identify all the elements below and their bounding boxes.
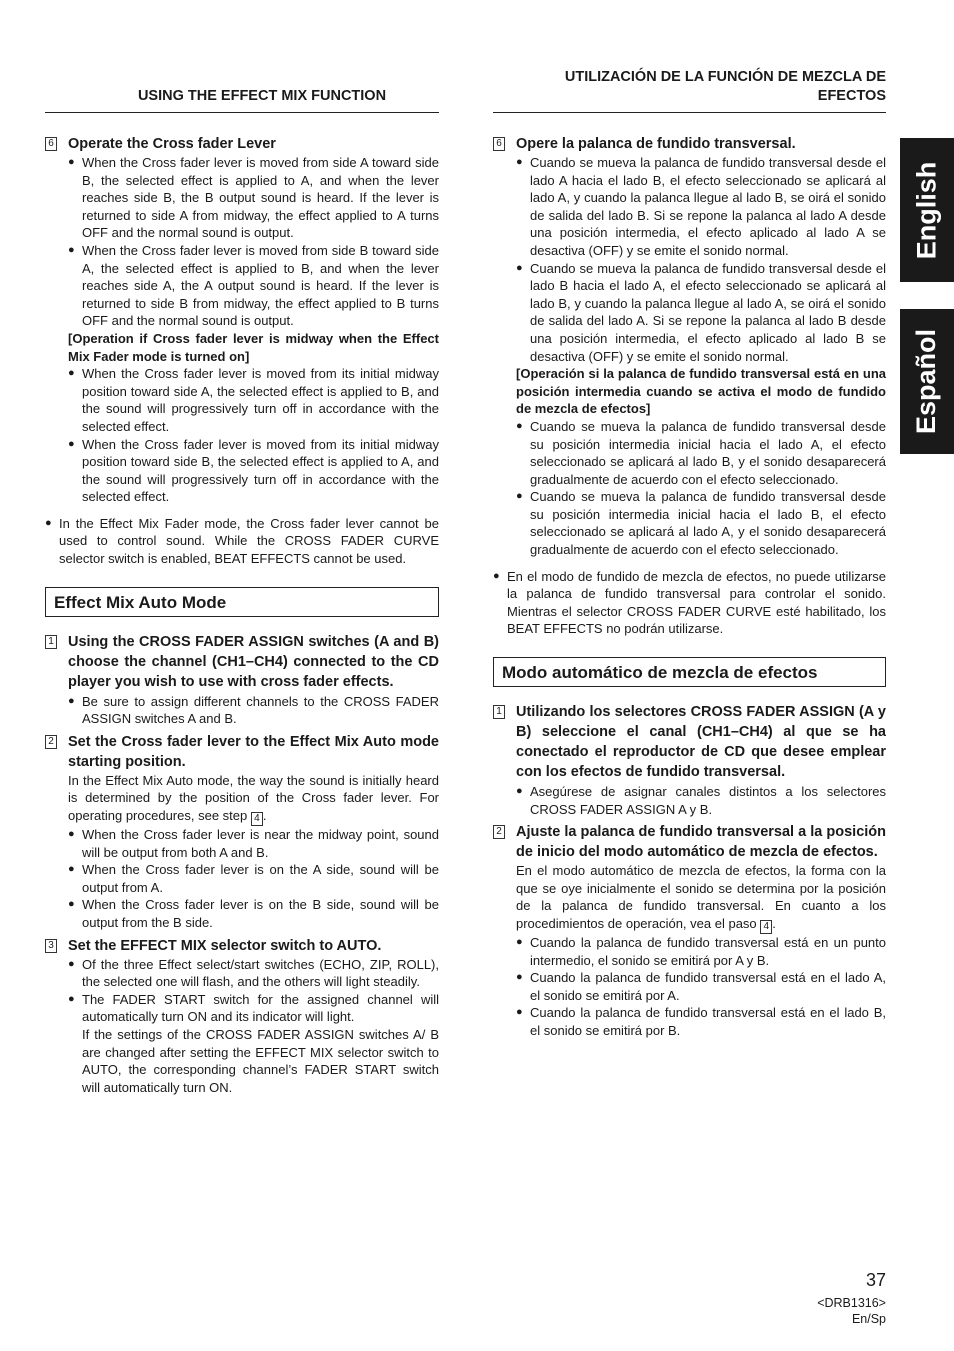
step-paragraph-end: . xyxy=(262,808,267,824)
bullet-item: ● Cuando se mueva la palanca de fundido transversal desde su posición intermedia inicial hacia el lado A, el efecto seleccionado se aplicará al lado B, y el sonido desaparecerá gradualmente de acuerdo con el efecto seleccionado. xyxy=(516,418,886,488)
operation-note: [Operation if Cross fader lever is midway when the Effect Mix Fader mode is turned on] xyxy=(68,330,439,364)
step-number: 3 xyxy=(45,939,57,953)
step-number: 1 xyxy=(493,705,505,719)
bullet-item: ● When the Cross fader lever is on the B side, sound will be output from the B side. xyxy=(68,896,439,931)
page-header: UTILIZACIÓN DE LA FUNCIÓN DE MEZCLA DE EFECTOS xyxy=(493,60,886,113)
step-title: Operate the Cross fader Lever xyxy=(68,136,276,152)
bullet-item: ● The FADER START switch for the assigned channel will automatically turn ON and its indicator will light. xyxy=(68,991,439,1026)
step-3 xyxy=(45,936,439,1097)
document-code-id: <DRB1316> xyxy=(817,1296,886,1310)
step-reference: 4 xyxy=(251,812,263,826)
bullet-item: ● Cuando la palanca de fundido transversal está en un punto intermedio, el sonido se emitirá por A y B. xyxy=(516,934,886,969)
bullet-item: ● Of the three Effect select/start switches (ECHO, ZIP, ROLL), the selected one will flash, and the others will light steadily. xyxy=(68,956,439,991)
bullet-item: ● Cuando se mueva la palanca de fundido transversal desde su posición intermedia inicial hacia el lado B, el efecto seleccionado se aplicará al lado A, y el sonido desaparecerá gradualmente de acuerdo con el efecto seleccionado. xyxy=(516,488,886,558)
step-paragraph xyxy=(516,862,886,934)
bullet-item: ● When the Cross fader lever is moved from side A toward side B, the selected effect is applied to A, and when the lever reaches side B, the B output sound is heard. If the lever is returned to side A from midway, the effect applied to A turns OFF and the normal sound is output. xyxy=(68,154,439,242)
english-body xyxy=(45,134,439,1096)
bullet-item: ● When the Cross fader lever is moved from its initial midway position toward side A, the selected effect is applied to B, and the sound will progressively turn off in accordance with the selected effect. xyxy=(68,365,439,435)
tab-label: Español xyxy=(911,328,942,435)
page-header: USING THE EFFECT MIX FUNCTION xyxy=(45,60,439,113)
operation-note: [Operación si la palanca de fundido transversal está en una posición intermedia cuando se activa el modo de fundido de mezcla de efectos] xyxy=(516,366,886,417)
language-tab-english xyxy=(900,138,954,282)
bullet-item: ● When the Cross fader lever is on the A side, sound will be output from A. xyxy=(68,861,439,896)
bullet-item: ● Asegúrese de asignar canales distintos a los selectores CROSS FADER ASSIGN A y B. xyxy=(516,783,886,818)
section-title: Effect Mix Auto Mode xyxy=(45,587,439,617)
page-number: 37 xyxy=(865,1270,886,1290)
step-paragraph: If the settings of the CROSS FADER ASSIGN switches A/ B are changed after setting the EFFECT MIX selector switch to AUTO, the corresponding channel’s FADER START switch will automatically turn ON. xyxy=(82,1026,439,1095)
bullet-item: ● When the Cross fader lever is near the midway point, sound will be output from both A and B. xyxy=(68,826,439,861)
step-2 xyxy=(493,822,886,1039)
language-tab-espanol xyxy=(900,309,954,454)
step-number: 6 xyxy=(493,137,505,151)
step-number: 2 xyxy=(45,735,57,749)
section-title: Modo automático de mezcla de efectos xyxy=(493,657,886,687)
bullet-item: ● Be sure to assign different channels to the CROSS FADER ASSIGN switches A and B. xyxy=(68,693,439,728)
document-language: En/Sp xyxy=(851,1312,886,1326)
step-1 xyxy=(45,632,439,728)
bullet-item: ● Cuando la palanca de fundido transversal está en el lado A, el sonido se emitirá por A. xyxy=(516,969,886,1004)
step-title: Set the Cross fader lever to the Effect Mix Auto mode starting position. xyxy=(68,733,439,770)
step-title: Ajuste la palanca de fundido transversal a la posición de inicio del modo automático de mezcla de efectos. xyxy=(516,824,886,861)
step-title: Opere la palanca de fundido transversal. xyxy=(516,136,796,152)
bullet-item: ● When the Cross fader lever is moved from side B toward side A, the selected effect is applied to B, and when the lever reaches side A, the A output sound is heard. If the lever is returned to side B from midway, the effect applied to B turns OFF and the normal sound is output. xyxy=(68,242,439,330)
general-note: ● In the Effect Mix Fader mode, the Cross fader lever cannot be used to control sound. While the CROSS FADER CURVE selector switch is enabled, BEAT EFFECTS cannot be used. xyxy=(45,515,439,568)
bullet-item: ● Cuando la palanca de fundido transversal está en el lado B, el sonido se emitirá por B. xyxy=(516,1004,886,1039)
step-paragraph-text: In the Effect Mix Auto mode, the way the sound is initially heard is determined by the position of the Cross fader lever. For operating procedures, see step xyxy=(68,772,439,824)
step-reference: 4 xyxy=(760,920,772,934)
step-number: 6 xyxy=(45,137,57,151)
step-6 xyxy=(493,134,886,559)
bullet-item: ● Cuando se mueva la palanca de fundido transversal desde el lado A hacia el lado B, el efecto seleccionado se aplicará al lado A, y cuando la palanca llegue al lado B, se oirá el sonido de salida del lado B. Si se repone la palanca al lado A desde una posición intermedia, el efecto aplicado al lado A se desactiva (OFF) y se emite el sonido normal. xyxy=(516,154,886,260)
general-note: ● En el modo de fundido de mezcla de efectos, no puede utilizarse la palanca de fundido transversal para controlar el sonido. Mientras el selector CROSS FADER CURVE esté habilitado, los BEAT EFFECTS no podrán utilizarse. xyxy=(493,568,886,638)
step-title: Utilizando los selectores CROSS FADER ASSIGN (A y B) seleccione el canal (CH1–CH4) al que se ha conectado el reproductor de CD que desee emplear con los efectos de fundido transversal. xyxy=(516,704,886,781)
step-paragraph-text: En el modo automático de mezcla de efectos, la forma con la que se oye inicialmente el sonido se determina por la posición de la palanca de fundido transversal. En cuanto a los procedimientos de operación, vea el paso xyxy=(516,863,886,931)
tab-label: English xyxy=(911,161,942,259)
step-title: Set the EFFECT MIX selector switch to AUTO. xyxy=(68,937,382,954)
step-paragraph-end: . xyxy=(772,916,776,931)
step-title: Using the CROSS FADER ASSIGN switches (A and B) choose the channel (CH1–CH4) connected to the CD player you wish to use with cross fader effects. xyxy=(68,633,439,690)
step-1 xyxy=(493,702,886,818)
step-number: 2 xyxy=(493,825,505,839)
step-2 xyxy=(45,732,439,932)
spanish-body xyxy=(493,134,886,1040)
bullet-item: ● When the Cross fader lever is moved from its initial midway position toward side B, the selected effect is applied to A, and the sound will progressively turn off in accordance with the selected effect. xyxy=(68,436,439,506)
bullet-item: ● Cuando se mueva la palanca de fundido transversal desde el lado B hacia el lado A, el efecto seleccionado se aplicará al lado B, y cuando la palanca llegue al lado A, se oirá el sonido de salida del lado A. Si se repone la palanca al lado B desde una posición intermedia, el efecto aplicado al lado B se desactiva (OFF) y se emite el sonido normal. xyxy=(516,260,886,366)
step-paragraph xyxy=(68,772,439,826)
step-6 xyxy=(45,134,439,506)
document-code xyxy=(817,1295,886,1327)
step-number: 1 xyxy=(45,635,57,649)
